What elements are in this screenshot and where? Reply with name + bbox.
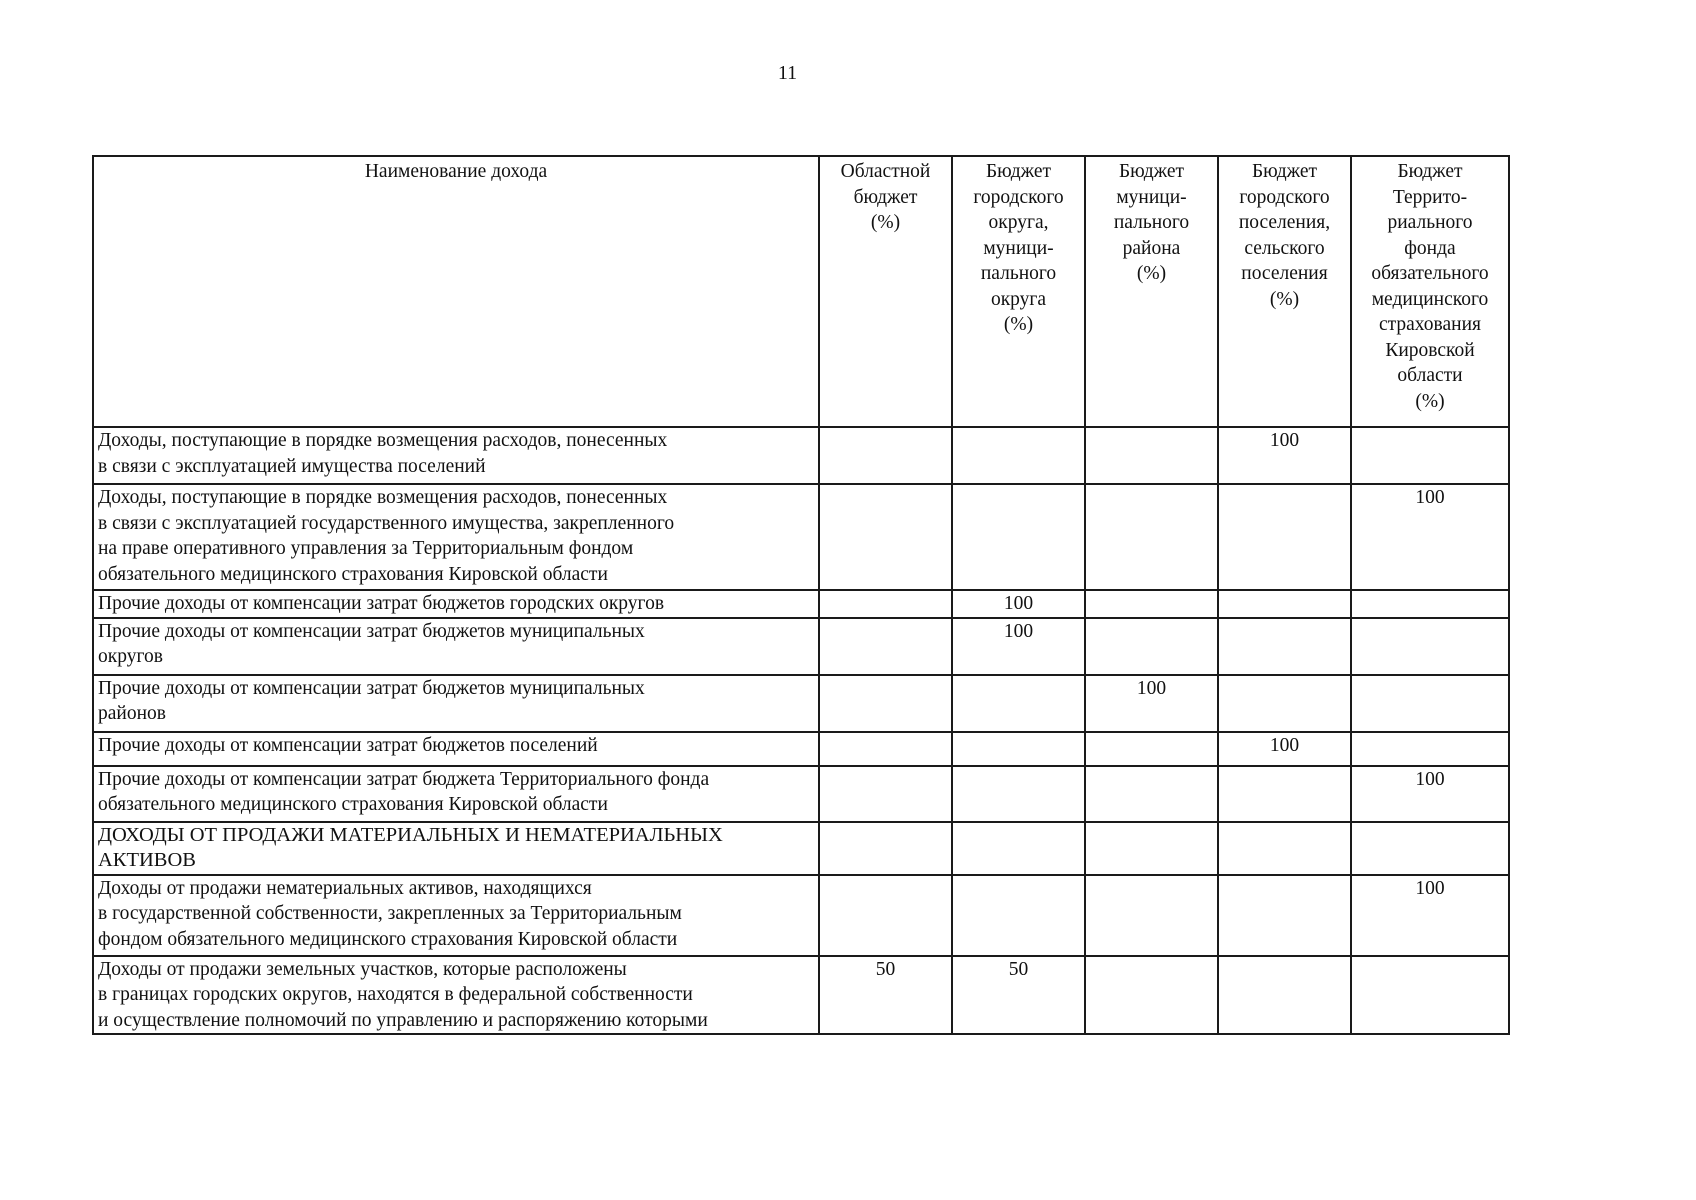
income-name-cell: Доходы от продажи нематериальных активов, находящихся в государственной собственности, закрепленных за Территориальным фондом обязательного медицинского страхования Кировской области bbox=[93, 875, 819, 956]
header-regional-budget: Областной бюджет (%) bbox=[819, 156, 952, 427]
value-cell bbox=[819, 618, 952, 675]
value-cell bbox=[1351, 956, 1509, 1035]
table-row bbox=[93, 590, 1509, 618]
table-row section-row bbox=[93, 822, 1509, 875]
value-cell bbox=[1218, 590, 1351, 618]
table-row bbox=[93, 618, 1509, 675]
value-cell bbox=[1351, 590, 1509, 618]
value-cell bbox=[819, 732, 952, 766]
value-cell bbox=[1351, 822, 1509, 875]
value-cell bbox=[952, 766, 1085, 822]
value-cell bbox=[1218, 956, 1351, 1035]
income-name-cell: Прочие доходы от компенсации затрат бюджетов поселений bbox=[93, 732, 819, 766]
value-cell bbox=[1218, 484, 1351, 590]
header-municipal-district-budget: Бюджет муници- пального района (%) bbox=[1085, 156, 1218, 427]
value-cell bbox=[1085, 732, 1218, 766]
value-cell: 50 bbox=[952, 956, 1085, 1035]
table-row bbox=[93, 875, 1509, 956]
income-name-cell: Прочие доходы от компенсации затрат бюджета Территориального фонда обязательного медицинского страхования Кировской области bbox=[93, 766, 819, 822]
value-cell bbox=[1351, 618, 1509, 675]
value-cell bbox=[1085, 590, 1218, 618]
income-distribution-table bbox=[92, 155, 1510, 1035]
value-cell bbox=[1085, 766, 1218, 822]
value-cell bbox=[819, 822, 952, 875]
value-cell bbox=[1218, 875, 1351, 956]
value-cell: 100 bbox=[1085, 675, 1218, 732]
table-row bbox=[93, 732, 1509, 766]
table-row bbox=[93, 484, 1509, 590]
header-settlement-budget: Бюджет городского поселения, сельского поселения (%) bbox=[1218, 156, 1351, 427]
income-name-cell: Доходы от продажи земельных участков, которые расположены в границах городских округов, находятся в федеральной собственности и осуществление полномочий по управлению и распоряжению которыми bbox=[93, 956, 819, 1035]
value-cell bbox=[1085, 956, 1218, 1035]
income-name-cell: Прочие доходы от компенсации затрат бюджетов муниципальных округов bbox=[93, 618, 819, 675]
income-name-cell: Прочие доходы от компенсации затрат бюджетов муниципальных районов bbox=[93, 675, 819, 732]
value-cell bbox=[819, 675, 952, 732]
value-cell bbox=[952, 875, 1085, 956]
value-cell bbox=[1218, 618, 1351, 675]
table-row bbox=[93, 427, 1509, 484]
value-cell: 100 bbox=[1351, 875, 1509, 956]
value-cell: 50 bbox=[819, 956, 952, 1035]
header-income-name: Наименование дохода bbox=[93, 156, 819, 427]
section-heading-cell: ДОХОДЫ ОТ ПРОДАЖИ МАТЕРИАЛЬНЫХ И НЕМАТЕРИАЛЬНЫХ АКТИВОВ bbox=[93, 822, 819, 875]
value-cell bbox=[1351, 675, 1509, 732]
value-cell bbox=[1085, 427, 1218, 484]
value-cell: 100 bbox=[952, 618, 1085, 675]
value-cell bbox=[1218, 822, 1351, 875]
table-row bbox=[93, 956, 1509, 1035]
value-cell bbox=[1085, 618, 1218, 675]
value-cell: 100 bbox=[1218, 732, 1351, 766]
value-cell bbox=[1351, 427, 1509, 484]
value-cell bbox=[819, 875, 952, 956]
income-name-cell: Прочие доходы от компенсации затрат бюджетов городских округов bbox=[93, 590, 819, 618]
value-cell bbox=[1085, 875, 1218, 956]
value-cell: 100 bbox=[1351, 484, 1509, 590]
value-cell bbox=[1218, 675, 1351, 732]
value-cell bbox=[1351, 732, 1509, 766]
value-cell bbox=[819, 590, 952, 618]
income-name-cell: Доходы, поступающие в порядке возмещения расходов, понесенных в связи с эксплуатацией имущества поселений bbox=[93, 427, 819, 484]
value-cell: 100 bbox=[1351, 766, 1509, 822]
value-cell bbox=[952, 427, 1085, 484]
table-row bbox=[93, 766, 1509, 822]
header-medical-insurance-fund-budget: Бюджет Террито- риального фонда обязательного медицинского страхования Кировской области (%) bbox=[1351, 156, 1509, 427]
value-cell bbox=[1085, 822, 1218, 875]
value-cell bbox=[819, 766, 952, 822]
value-cell: 100 bbox=[952, 590, 1085, 618]
value-cell bbox=[952, 732, 1085, 766]
page-number: 11 bbox=[777, 62, 798, 84]
table-header-row bbox=[93, 156, 1509, 427]
table-row bbox=[93, 675, 1509, 732]
value-cell bbox=[952, 822, 1085, 875]
header-city-district-budget: Бюджет городского округа, муници- пального округа (%) bbox=[952, 156, 1085, 427]
income-name-cell: Доходы, поступающие в порядке возмещения расходов, понесенных в связи с эксплуатацией государственного имущества, закрепленного на праве оперативного управления за Территориальным фондом обязательного медицинского страхования Кировской области bbox=[93, 484, 819, 590]
value-cell bbox=[819, 427, 952, 484]
value-cell: 100 bbox=[1218, 427, 1351, 484]
value-cell bbox=[1085, 484, 1218, 590]
value-cell bbox=[1218, 766, 1351, 822]
value-cell bbox=[952, 675, 1085, 732]
value-cell bbox=[819, 484, 952, 590]
value-cell bbox=[952, 484, 1085, 590]
